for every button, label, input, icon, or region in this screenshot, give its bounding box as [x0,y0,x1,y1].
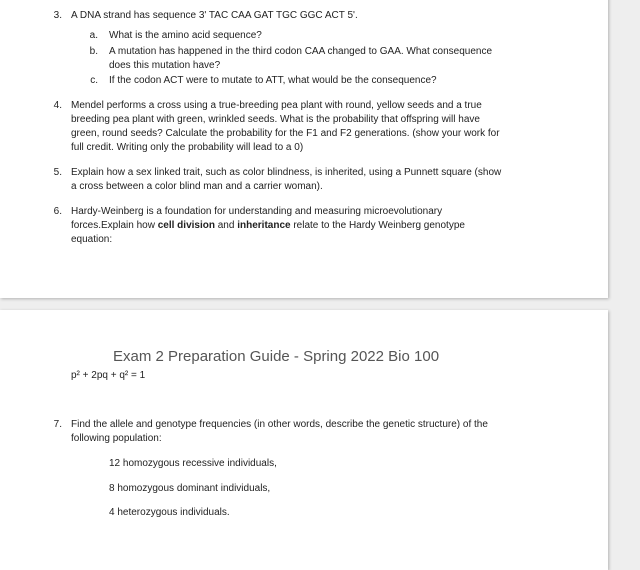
question-3a-text: What is the amino acid sequence? [109,30,262,41]
question-3c-letter: c. [90,75,98,86]
question-3c-text: If the codon ACT were to mutate to ATT, what would be the consequence? [109,75,437,86]
question-3-text: A DNA strand has sequence 3' TAC CAA GAT TGC GGC ACT 5'. [71,10,358,21]
hardy-weinberg-equation: p² + 2pq + q² = 1 [71,370,146,381]
question-6-number: 6. [53,206,62,217]
question-6-line3: equation: [71,234,113,245]
question-3b-line2: does this mutation have? [109,60,221,71]
question-4-line3: green, round seeds? Calculate the probability for the F1 and F2 generations. (show your work for [71,128,500,139]
population-item: 4 heterozygous individuals. [109,507,230,518]
document-page-2 [0,310,608,570]
question-3a-letter: a. [89,30,98,41]
question-5-line2: a cross between a color blind man and a carrier woman). [71,181,323,192]
question-3b-line1: A mutation has happened in the third codon CAA changed to GAA. What consequence [109,46,493,57]
question-5-line1: Explain how a sex linked trait, such as color blindness, is inherited, using a Punnett square (show [71,167,502,178]
page-header: Exam 2 Preparation Guide - Spring 2022 Bio 100 [113,348,440,365]
question-6-bold-cell-division: cell division [157,220,215,231]
question-3b-letter: b. [89,46,98,57]
question-6-line1: Hardy-Weinberg is a foundation for understanding and measuring microevolutionary [71,206,443,217]
question-6-line2-part-a: forces.Explain how [71,220,158,231]
population-item: 8 homozygous dominant individuals, [109,483,271,494]
question-6-line2 [71,219,465,233]
question-7-line1: Find the allele and genotype frequencies (in other words, describe the genetic structure) of the [71,419,488,430]
question-6-bold-inheritance: inheritance [237,220,291,231]
question-7-line2: following population: [71,433,162,444]
question-5-number: 5. [53,167,62,178]
population-item: 12 homozygous recessive individuals, [109,458,277,469]
question-6-line2-part-e: relate to the Hardy Weinberg genotype [290,220,465,231]
document-page-1 [0,0,608,298]
question-4-line1: Mendel performs a cross using a true-breeding pea plant with round, yellow seeds and a true [71,100,482,111]
question-4-number: 4. [53,100,62,111]
question-7-number: 7. [53,419,62,430]
question-6-line2-part-c: and [214,220,238,231]
question-4-line4: full credit. Writing only the probability will lead to a 0) [71,142,304,153]
question-3-number: 3. [53,10,62,21]
question-4-line2: breeding pea plant with green, wrinkled seeds. What is the probability that offspring will have [71,114,480,125]
